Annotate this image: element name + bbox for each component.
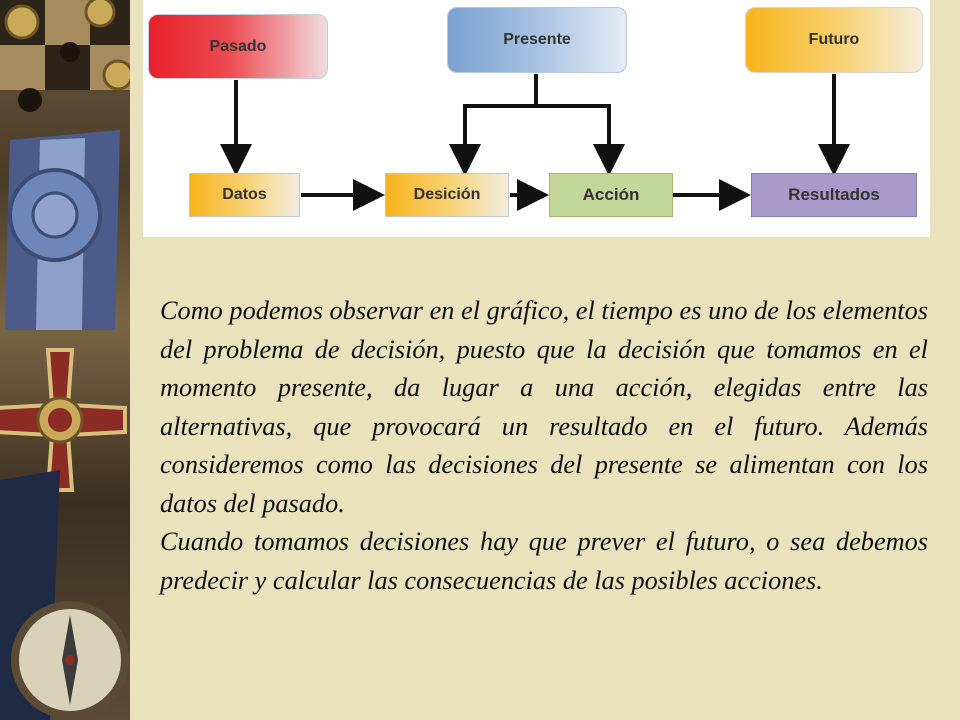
explanation-text xyxy=(160,292,928,600)
paragraph-1: Como podemos observar en el gráfico, el tiempo es uno de los elementos del problema de decisión, puesto que la decisión que tomamos en el momento presente, da lugar a una acción, elegidas entre las alternativas, que provocará un resultado en el futuro. Además consideremos como las decisiones del presente se alimentan con los datos del pasado. xyxy=(160,296,928,518)
node-futuro-label: Futuro xyxy=(808,31,860,48)
node-presente xyxy=(447,7,627,73)
decision-flow-diagram xyxy=(143,0,930,237)
right-margin xyxy=(930,0,960,720)
node-pasado xyxy=(148,14,328,79)
node-presente-label: Presente xyxy=(503,31,571,48)
node-pasado-label: Pasado xyxy=(209,37,267,55)
node-desicion xyxy=(385,173,509,217)
node-desicion-label: Desición xyxy=(413,186,481,203)
medals-photo-illustration xyxy=(0,0,130,720)
node-datos-label: Datos xyxy=(222,186,267,203)
paragraph-2: Cuando tomamos decisiones hay que prever el futuro, o sea debemos predecir y calcular las consecuencias de las posibles acciones. xyxy=(160,527,928,595)
node-resultados xyxy=(751,173,917,217)
node-accion xyxy=(549,173,673,217)
node-accion-label: Acción xyxy=(582,185,640,204)
node-resultados-label: Resultados xyxy=(788,185,880,204)
node-datos xyxy=(189,173,300,217)
node-futuro xyxy=(745,7,923,73)
decorative-photo-strip xyxy=(0,0,130,720)
